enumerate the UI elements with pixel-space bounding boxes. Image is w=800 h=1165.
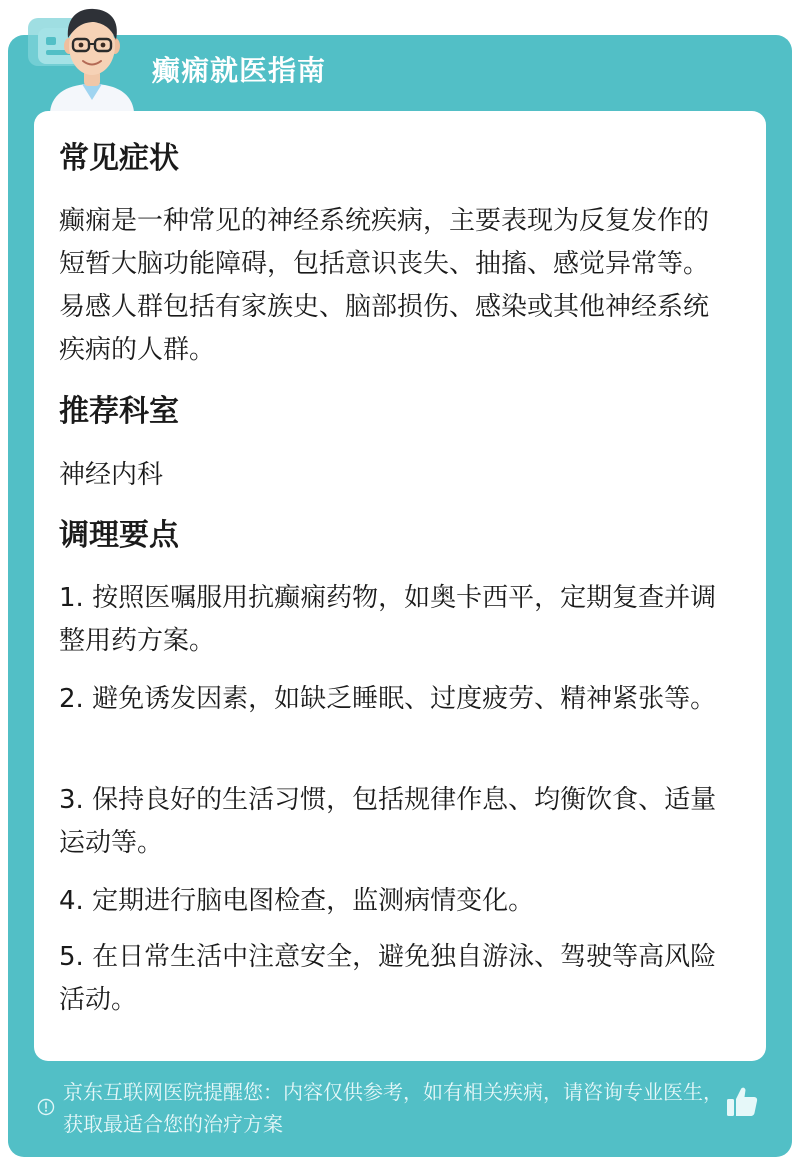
disclaimer-text: 京东互联网医院提醒您：内容仅供参考，如有相关疾病，请咨询专业医生，获取最适合您的治疗方案 [63, 1080, 723, 1136]
symptoms-heading: 常见症状 [59, 141, 179, 176]
department-heading: 推荐科室 [59, 394, 179, 429]
care-heading: 调理要点 [59, 518, 179, 553]
department-text: 神经内科 [59, 460, 164, 490]
doctor-avatar [42, 0, 142, 112]
thumbs-up-icon[interactable] [724, 1084, 760, 1120]
care-item: 3. 保持良好的生活习惯，包括规律作息、均衡饮食、适量运动等。 [59, 785, 717, 858]
content-panel [34, 111, 766, 1061]
care-item: 1. 按照医嘱服用抗癫痫药物，如奥卡西平，定期复查并调整用药方案。 [59, 583, 717, 656]
care-item: 4. 定期进行脑电图检查，监测病情变化。 [59, 886, 535, 916]
care-item: 5. 在日常生活中注意安全，避免独自游泳、驾驶等高风险活动。 [59, 942, 717, 1015]
symptoms-text: 癫痫是一种常见的神经系统疾病，主要表现为反复发作的短暂大脑功能障碍，包括意识丧失、抽搐、感觉异常等。易感人群包括有家族史、脑部损伤、感染或其他神经系统疾病的人群。 [59, 206, 710, 365]
care-item: 2. 避免诱发因素，如缺乏睡眠、过度疲劳、精神紧张等。 [59, 684, 717, 714]
page-title: 癫痫就医指南 [152, 54, 327, 87]
info-circle-icon [37, 1098, 55, 1116]
